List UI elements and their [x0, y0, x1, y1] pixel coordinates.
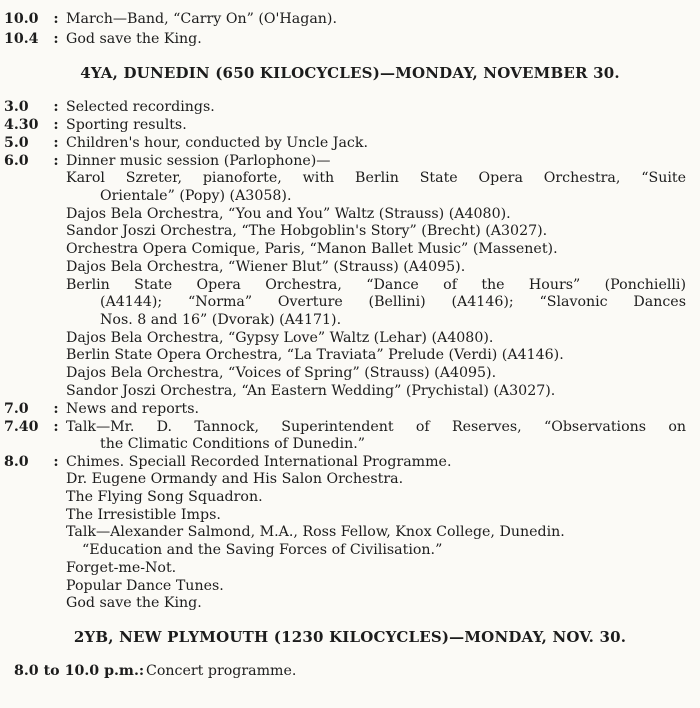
programme-line [4, 116, 686, 134]
item-text: March—Band, “Carry On” (O'Hagan). [66, 11, 337, 27]
programme-line [4, 418, 686, 436]
evening-item [4, 470, 686, 488]
time: 3.0 [4, 99, 29, 115]
time: 5.0 [4, 135, 29, 151]
item-text: Chimes. Speciall Recorded International Programme. [66, 454, 452, 470]
station-heading: 4YA, DUNEDIN (650 KILOCYCLES)—MONDAY, NOVEMBER 30. [80, 64, 620, 82]
item-text: Orientale” (Popy) (A3058). [100, 188, 292, 204]
separator: : [53, 11, 59, 27]
item-text: Nos. 8 and 16” (Dvorak) (A4171). [100, 312, 342, 328]
dinner-item [4, 329, 686, 347]
item-text: God save the King. [66, 31, 202, 47]
dinner-item [4, 258, 686, 276]
item-text: Selected recordings. [66, 99, 215, 115]
dinner-item [4, 276, 686, 294]
programme-line [4, 98, 686, 116]
dinner-item-continued [4, 311, 686, 329]
item-text: Dr. Eugene Ormandy and His Salon Orchestra. [66, 471, 404, 487]
programme-line [4, 662, 686, 680]
item-text: News and reports. [66, 401, 200, 417]
item-text: Berlin State Opera Orchestra, “La Traviata” Prelude (Verdi) (A4146). [66, 347, 564, 363]
separator: : [53, 454, 59, 470]
item-text: The Flying Song Squadron. [66, 489, 263, 505]
dinner-item [4, 346, 686, 364]
item-text: Sporting results. [66, 117, 187, 133]
evening-item [4, 488, 686, 506]
dinner-item-continued [4, 187, 686, 205]
dinner-item [4, 240, 686, 258]
item-text: The Irresistible Imps. [66, 507, 221, 523]
item-text: Dajos Bela Orchestra, “You and You” Waltz (Strauss) (A4080). [66, 206, 511, 222]
time: 10.4 [4, 31, 39, 47]
time: 10.0 [4, 11, 39, 27]
time: 6.0 [4, 153, 29, 169]
programme-line [4, 453, 686, 471]
separator: : [53, 419, 59, 435]
item-text: God save the King. [66, 595, 202, 611]
item-text: Children's hour, conducted by Uncle Jack. [66, 135, 368, 151]
separator: : [53, 31, 59, 47]
item-text: (A4144); “Norma” Overture (Bellini) (A4146); “Slavonic Dances [100, 294, 686, 310]
item-text: Forget-me-Not. [66, 560, 177, 576]
station-heading: 2YB, NEW PLYMOUTH (1230 KILOCYCLES)—MONDAY, NOV. 30. [73, 628, 627, 646]
evening-item [4, 506, 686, 524]
item-text: “Education and the Saving Forces of Civilisation.” [82, 542, 443, 558]
evening-item [4, 523, 686, 541]
programme-line-continued [4, 435, 686, 453]
item-text: Talk—Alexander Salmond, M.A., Ross Fellow, Knox College, Dunedin. [66, 524, 565, 540]
item-text: Dajos Bela Orchestra, “Gypsy Love” Waltz (Lehar) (A4080). [66, 330, 494, 346]
time: 7.40 [4, 419, 39, 435]
evening-item [4, 594, 686, 612]
time: 7.0 [4, 401, 29, 417]
item-text: Orchestra Opera Comique, Paris, “Manon Ballet Music” (Massenet). [66, 241, 558, 257]
dinner-item [4, 169, 686, 187]
dinner-item [4, 222, 686, 240]
item-text: Sandor Joszi Orchestra, “The Hobgoblin's Story” (Brecht) (A3027). [66, 223, 548, 239]
item-text: the Climatic Conditions of Dunedin.” [100, 436, 366, 452]
item-text: Talk—Mr. D. Tannock, Superintendent of Reserves, “Observations on [66, 419, 686, 435]
time: 8.0 [4, 454, 29, 470]
programme-line [4, 400, 686, 418]
programme-line [4, 10, 686, 28]
separator: : [53, 401, 59, 417]
item-text: Berlin State Opera Orchestra, “Dance of the Hours” (Ponchielli) [66, 277, 686, 293]
separator: : [53, 99, 59, 115]
evening-item [4, 559, 686, 577]
dinner-item-continued [4, 293, 686, 311]
programme-line [4, 152, 686, 170]
item-text: Dajos Bela Orchestra, “Voices of Spring” (Strauss) (A4095). [66, 365, 497, 381]
item-text: Dajos Bela Orchestra, “Wiener Blut” (Strauss) (A4095). [66, 259, 466, 275]
dinner-item [4, 364, 686, 382]
time: 8.0 to 10.0 p.m.: [14, 663, 145, 679]
evening-item-continued [4, 541, 686, 559]
time: 4.30 [4, 117, 39, 133]
evening-item [4, 577, 686, 595]
dinner-item [4, 205, 686, 223]
programme-line [4, 134, 686, 152]
separator: : [53, 135, 59, 151]
item-text: Dinner music session (Parlophone)— [66, 153, 331, 169]
separator: : [53, 117, 59, 133]
item-text: Concert programme. [146, 663, 297, 679]
programme-line [4, 30, 686, 48]
dinner-item [4, 382, 686, 400]
item-text: Popular Dance Tunes. [66, 578, 224, 594]
item-text: Karol Szreter, pianoforte, with Berlin State Opera Orchestra, “Suite [66, 170, 686, 186]
item-text: Sandor Joszi Orchestra, “An Eastern Wedding” (Prychistal) (A3027). [66, 383, 556, 399]
separator: : [53, 153, 59, 169]
